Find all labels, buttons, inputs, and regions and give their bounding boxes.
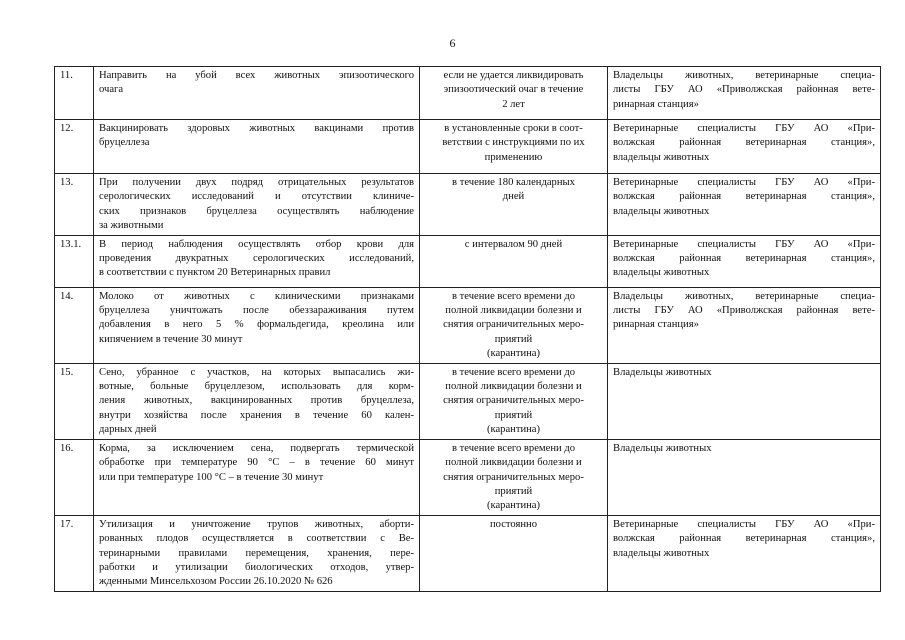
responsible-cell <box>608 235 881 287</box>
term-cell <box>420 235 608 287</box>
term-line: (карантина) <box>486 348 541 360</box>
term-line: (карантина) <box>486 500 541 512</box>
responsible-line: Владельцы животных <box>613 366 712 378</box>
measures-table-body <box>55 67 881 592</box>
responsible-cell <box>608 363 881 439</box>
measure-line: Направить на убой всех животных эпизоотического <box>99 70 414 81</box>
term-line: применению <box>484 151 543 163</box>
responsible-line: Ветеринарные специалисты ГБУ АО «При- <box>613 518 875 530</box>
measure-line: проведения двукратных серологических исследований, <box>99 253 414 265</box>
responsible-line: Владельцы животных <box>613 442 712 454</box>
term-line: в установленные сроки в соот- <box>444 123 583 134</box>
term-line: снятия ограничительных меро- <box>443 471 584 483</box>
term-line: снятия ограничительных меро- <box>443 319 584 331</box>
measure-line: вотные, больные бруцеллезом, использовать для корм- <box>99 381 414 393</box>
measure-line: бруцеллеза <box>99 137 150 149</box>
table-row <box>55 120 881 174</box>
term-line: полной ликвидации болезни и <box>445 457 582 469</box>
responsible-line: Ветеринарные специалисты ГБУ АО «При- <box>613 238 875 250</box>
responsible-line: волжская районная ветеринарная станция», <box>613 533 875 545</box>
measure-line: Молоко от животных с клиническими признаками <box>99 290 414 302</box>
measure-line: Сено, убранное с участков, на которых выпасались жи- <box>99 366 414 378</box>
responsible-line: владельцы животных <box>613 151 710 163</box>
measure-line: При получении двух подряд отрицательных результатов <box>99 177 414 188</box>
term-line: в течение всего времени до <box>451 290 576 302</box>
measure-line: Корма, за исключением сена, подвергать термической <box>99 442 414 454</box>
measure-line: бруцеллеза уничтожать после обеззараживания путем <box>99 305 414 317</box>
term-line: если не удается ликвидировать <box>443 70 584 81</box>
measure-cell <box>94 67 420 120</box>
measure-cell <box>94 120 420 174</box>
measure-line: теринарными правилами перемещения, хранения, пере- <box>99 547 414 559</box>
measure-line: дарных дней <box>99 424 157 436</box>
table-row <box>55 363 881 439</box>
responsible-line: листы ГБУ АО «Приволжская районная вете- <box>613 305 875 317</box>
measure-line: Утилизация и уничтожение трупов животных, аборти- <box>99 518 414 530</box>
term-line: приятий <box>494 485 533 497</box>
term-cell <box>420 67 608 120</box>
term-line: дней <box>502 191 525 203</box>
responsible-line: Владельцы животных, ветеринарные специа- <box>613 290 875 302</box>
measure-line: за животными <box>99 220 164 232</box>
measure-line: Вакцинировать здоровых животных вакцинами против <box>99 123 414 134</box>
measure-line: В период наблюдения осуществлять отбор крови для <box>99 238 414 250</box>
term-line: ветствии с инструкциями по их <box>442 137 585 149</box>
measure-line: рованных плодов осуществляется в соответствии с Ве- <box>99 533 414 545</box>
measure-line: серологических исследований и отсутствии клиниче- <box>99 191 414 203</box>
measure-line: в соответствии с пунктом 20 Ветеринарных правил <box>99 267 331 279</box>
row-number: 17. <box>55 515 94 591</box>
table-row <box>55 235 881 287</box>
responsible-cell <box>608 515 881 591</box>
term-line: 2 лет <box>502 98 525 110</box>
measure-cell <box>94 287 420 363</box>
measure-line: внутри хозяйства после хранения в течение 60 кален- <box>99 409 414 421</box>
page-number: 6 <box>449 36 456 50</box>
term-cell <box>420 363 608 439</box>
term-cell <box>420 515 608 591</box>
term-line: снятия ограничительных меро- <box>443 395 584 407</box>
measure-line: ления животных, вакцинированных против бруцеллеза, <box>99 395 414 407</box>
row-number: 11. <box>55 67 94 120</box>
responsible-line: волжская районная ветеринарная станция», <box>613 191 875 203</box>
term-line: приятий <box>494 333 533 345</box>
responsible-line: ринарная станция» <box>613 98 699 110</box>
measure-cell <box>94 439 420 515</box>
term-line: постоянно <box>489 518 538 530</box>
term-cell <box>420 287 608 363</box>
responsible-cell <box>608 439 881 515</box>
measures-table <box>54 66 881 592</box>
responsible-line: Ветеринарные специалисты ГБУ АО «При- <box>613 123 875 134</box>
term-line: полной ликвидации болезни и <box>445 305 582 317</box>
responsible-cell <box>608 120 881 174</box>
row-number: 14. <box>55 287 94 363</box>
measure-line: добавления в него 5 % формальдегида, креолина или <box>99 319 414 331</box>
responsible-cell <box>608 67 881 120</box>
row-number: 13. <box>55 174 94 236</box>
responsible-line: ринарная станция» <box>613 319 699 331</box>
responsible-line: волжская районная ветеринарная станция», <box>613 253 875 265</box>
term-line: приятий <box>494 409 533 421</box>
measure-line: работки и утилизации биологических отходов, утвер- <box>99 561 414 573</box>
measure-cell <box>94 515 420 591</box>
responsible-cell <box>608 287 881 363</box>
measure-line: жденными Минсельхозом России 26.10.2020 № 626 <box>99 576 333 588</box>
responsible-line: волжская районная ветеринарная станция», <box>613 137 875 149</box>
table-row <box>55 439 881 515</box>
term-cell <box>420 120 608 174</box>
measure-line: ских признаков бруцеллеза осуществлять наблюдение <box>99 205 414 217</box>
responsible-cell <box>608 174 881 236</box>
responsible-line: владельцы животных <box>613 547 710 559</box>
measure-cell <box>94 235 420 287</box>
term-line: полной ликвидации болезни и <box>445 381 582 393</box>
responsible-line: листы ГБУ АО «Приволжская районная вете- <box>613 84 875 96</box>
term-line: в течение всего времени до <box>451 366 576 378</box>
responsible-line: Ветеринарные специалисты ГБУ АО «При- <box>613 177 875 188</box>
term-line: (карантина) <box>486 424 541 436</box>
measure-cell <box>94 174 420 236</box>
measure-line: очага <box>99 84 124 96</box>
responsible-line: владельцы животных <box>613 205 710 217</box>
table-row <box>55 515 881 591</box>
term-line: с интервалом 90 дней <box>464 238 563 250</box>
responsible-line: владельцы животных <box>613 267 710 279</box>
responsible-line: Владельцы животных, ветеринарные специа- <box>613 70 875 81</box>
table-row <box>55 174 881 236</box>
table-row <box>55 67 881 120</box>
measure-line: обработке при температуре 90 °С – в течение 60 минут <box>99 457 414 469</box>
measure-line: кипячением в течение 30 минут <box>99 333 243 345</box>
row-number: 15. <box>55 363 94 439</box>
measure-line: или при температуре 100 °С – в течение 30 минут <box>99 471 324 483</box>
term-cell <box>420 174 608 236</box>
row-number: 12. <box>55 120 94 174</box>
table-row <box>55 287 881 363</box>
term-line: в течение 180 календарных <box>452 177 575 188</box>
term-cell <box>420 439 608 515</box>
measure-cell <box>94 363 420 439</box>
row-number: 13.1. <box>55 235 94 287</box>
row-number: 16. <box>55 439 94 515</box>
term-line: эпизоотический очаг в течение <box>443 84 584 96</box>
term-line: в течение всего времени до <box>451 442 576 454</box>
